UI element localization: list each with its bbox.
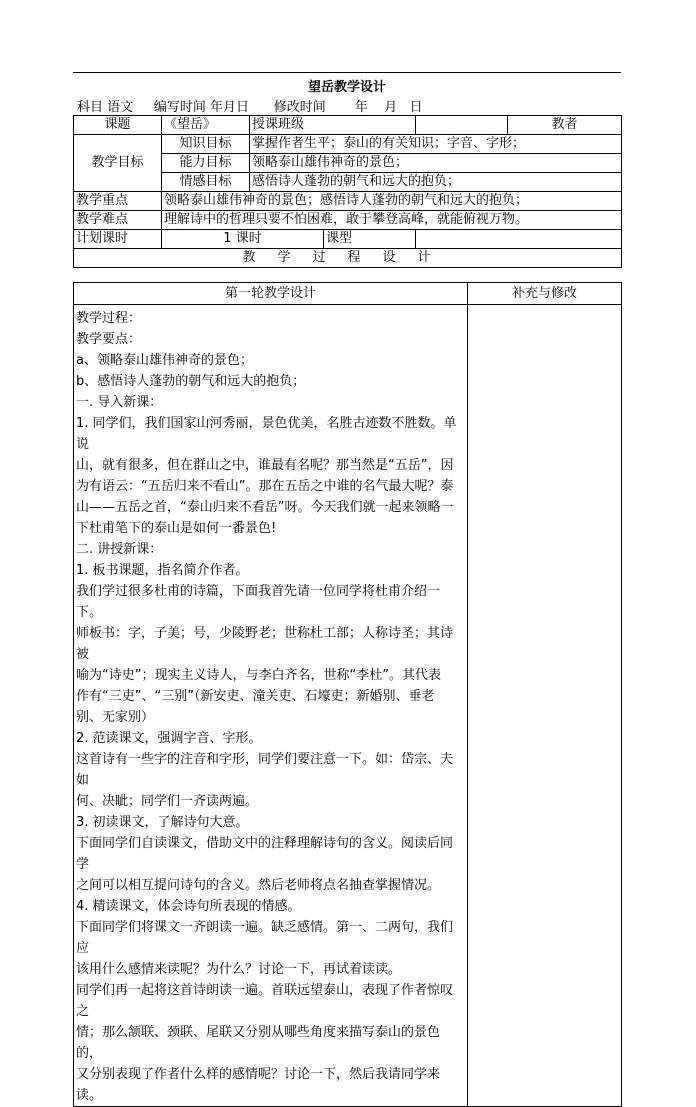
content-line: 别、无家别） — [76, 710, 155, 725]
topic-row — [74, 116, 622, 135]
process-title: 教学过程设计 — [74, 249, 622, 268]
content-line: 4. 精读课文，体会诗句所表现的情感。 — [76, 899, 301, 914]
process-body-row — [74, 305, 622, 1107]
difficulty-value: 理解诗中的哲理只要不怕困难，敢于攀登高峰，就能俯视万物。 — [162, 211, 622, 230]
content-line: a、领略泰山雄伟神奇的景色； — [76, 353, 253, 368]
key-point-label: 教学重点 — [74, 192, 162, 211]
content-line: 山——五岳之首，“泰山归来不看岳”呀。今天我们就一起来领略一 — [76, 500, 454, 515]
content-line: 1. 同学们，我们国家山河秀丽，景色优美，名胜古迹数不胜数。单说 — [76, 416, 457, 452]
class-label-text: 授课班级 — [252, 117, 305, 132]
class-value — [416, 116, 508, 135]
content-line: 下面同学们自读课文，借助文中的注释理解诗句的含义。阅读后同学 — [76, 836, 454, 872]
day-text: 日 — [409, 100, 423, 115]
ability-label: 能力目标 — [162, 154, 250, 173]
content-line: 二. 讲授新课： — [76, 542, 163, 557]
knowledge-label: 知识目标 — [162, 135, 250, 154]
content-line: 我们学过很多杜甫的诗篇，下面我首先请一位同学将杜甫介绍一下。 — [76, 584, 441, 620]
topic-value: 《望岳》 — [162, 116, 250, 135]
compile-time-text: 编写时间 年月日 — [153, 100, 249, 115]
content-line: 作有“三吏”、“三别”（新安吏、潼关吏、石壕吏；新婚别、垂老 — [76, 689, 435, 704]
key-point-value: 领略泰山雄伟神奇的景色；感悟诗人蓬勃的朝气和远大的抱负； — [162, 192, 622, 211]
key-point-row — [74, 192, 622, 211]
objective-knowledge-row — [74, 135, 622, 154]
meta-line — [77, 96, 423, 115]
content-line: 师板书：字，子美；号，少陵野老；世称杜工部；人称诗圣；其诗被 — [76, 626, 454, 662]
content-line: 1. 板书课题，指名简介作者。 — [76, 563, 249, 578]
content-line: 下杜甫笔下的泰山是如何一番景色! — [76, 521, 277, 536]
knowledge-value: 掌握作者生平；泰山的有关知识；字音、字形； — [250, 135, 622, 154]
first-round-header: 第一轮教学设计 — [74, 283, 468, 305]
emotion-label: 情感目标 — [162, 173, 250, 192]
info-table — [73, 115, 622, 268]
content-line: 这首诗有一些字的注音和字形，同学们要注意一下。如：岱宗、夫如 — [76, 752, 454, 788]
month-text: 月 — [384, 100, 398, 115]
content-line: 3. 初读课文，了解诗句大意。 — [76, 815, 249, 830]
difficulty-row — [74, 211, 622, 230]
type-label: 课型 — [324, 230, 416, 249]
content-line: 之间可以相互提问诗句的含义。然后老师将点名抽查掌握情况。 — [76, 878, 441, 893]
top-rule — [73, 72, 621, 73]
plan-hours: 1 课时 — [162, 230, 324, 249]
type-value — [416, 230, 622, 249]
supplement-header: 补充与修改 — [468, 283, 622, 305]
difficulty-label: 教学难点 — [74, 211, 162, 230]
revise-time-text: 修改时间 — [273, 100, 326, 115]
ability-value: 领略泰山雄伟神奇的景色； — [250, 154, 622, 173]
process-table — [73, 282, 622, 1107]
content-line: 教学过程： — [76, 311, 142, 326]
content-line: 该用什么感情来读呢？为什么？讨论一下，再试着读读。 — [76, 962, 402, 977]
process-header-row — [74, 283, 622, 305]
plan-row — [74, 230, 622, 249]
process-title-row — [74, 249, 622, 268]
emotion-value: 感悟诗人蓬勃的朝气和远大的抱负； — [250, 173, 622, 192]
content-line: 喻为“诗史”；现实主义诗人，与李白齐名，世称“李杜”。其代表 — [76, 668, 441, 683]
content-line: 下面同学们将课文一齐朗读一遍。缺乏感情。第一、二两句，我们应 — [76, 920, 454, 956]
content-line: 何、决眦；同学们一齐读两遍。 — [76, 794, 259, 809]
subject-text: 科目 语文 — [77, 100, 134, 115]
year-text: 年 — [354, 100, 368, 115]
plan-label: 计划课时 — [74, 230, 162, 249]
content-line: 一. 导入新课： — [76, 395, 163, 410]
class-label — [250, 116, 416, 135]
objectives-label: 教学目标 — [74, 135, 162, 192]
content-line: b、感悟诗人蓬勃的朝气和远大的抱负； — [76, 374, 306, 389]
content-line: 山，就有很多，但在群山之中，谁最有名呢？那当然是“五岳”，因 — [76, 458, 454, 473]
content-line: 又分别表现了作者什么样的感情呢？讨论一下，然后我请同学来读。 — [76, 1067, 441, 1103]
topic-label: 课题 — [74, 116, 162, 135]
content-line: 教学要点： — [76, 332, 142, 347]
content-text — [74, 305, 467, 1106]
content-line: 情；那么颔联、颈联、尾联又分别从哪些角度来描写泰山的景色的， — [76, 1025, 441, 1061]
content-line: 为有语云：“五岳归来不看山”。那在五岳之中谁的名气最大呢？泰 — [76, 479, 454, 494]
teacher-label: 教者 — [508, 116, 622, 135]
content-line: 2. 范读课文，强调字音、字形。 — [76, 731, 262, 746]
document-title: 望岳教学设计 — [307, 80, 386, 95]
first-round-content — [74, 305, 468, 1107]
content-line: 同学们再一起将这首诗朗读一遍。首联远望泰山，表现了作者惊叹之 — [76, 983, 454, 1019]
supplement-content — [468, 305, 622, 1107]
